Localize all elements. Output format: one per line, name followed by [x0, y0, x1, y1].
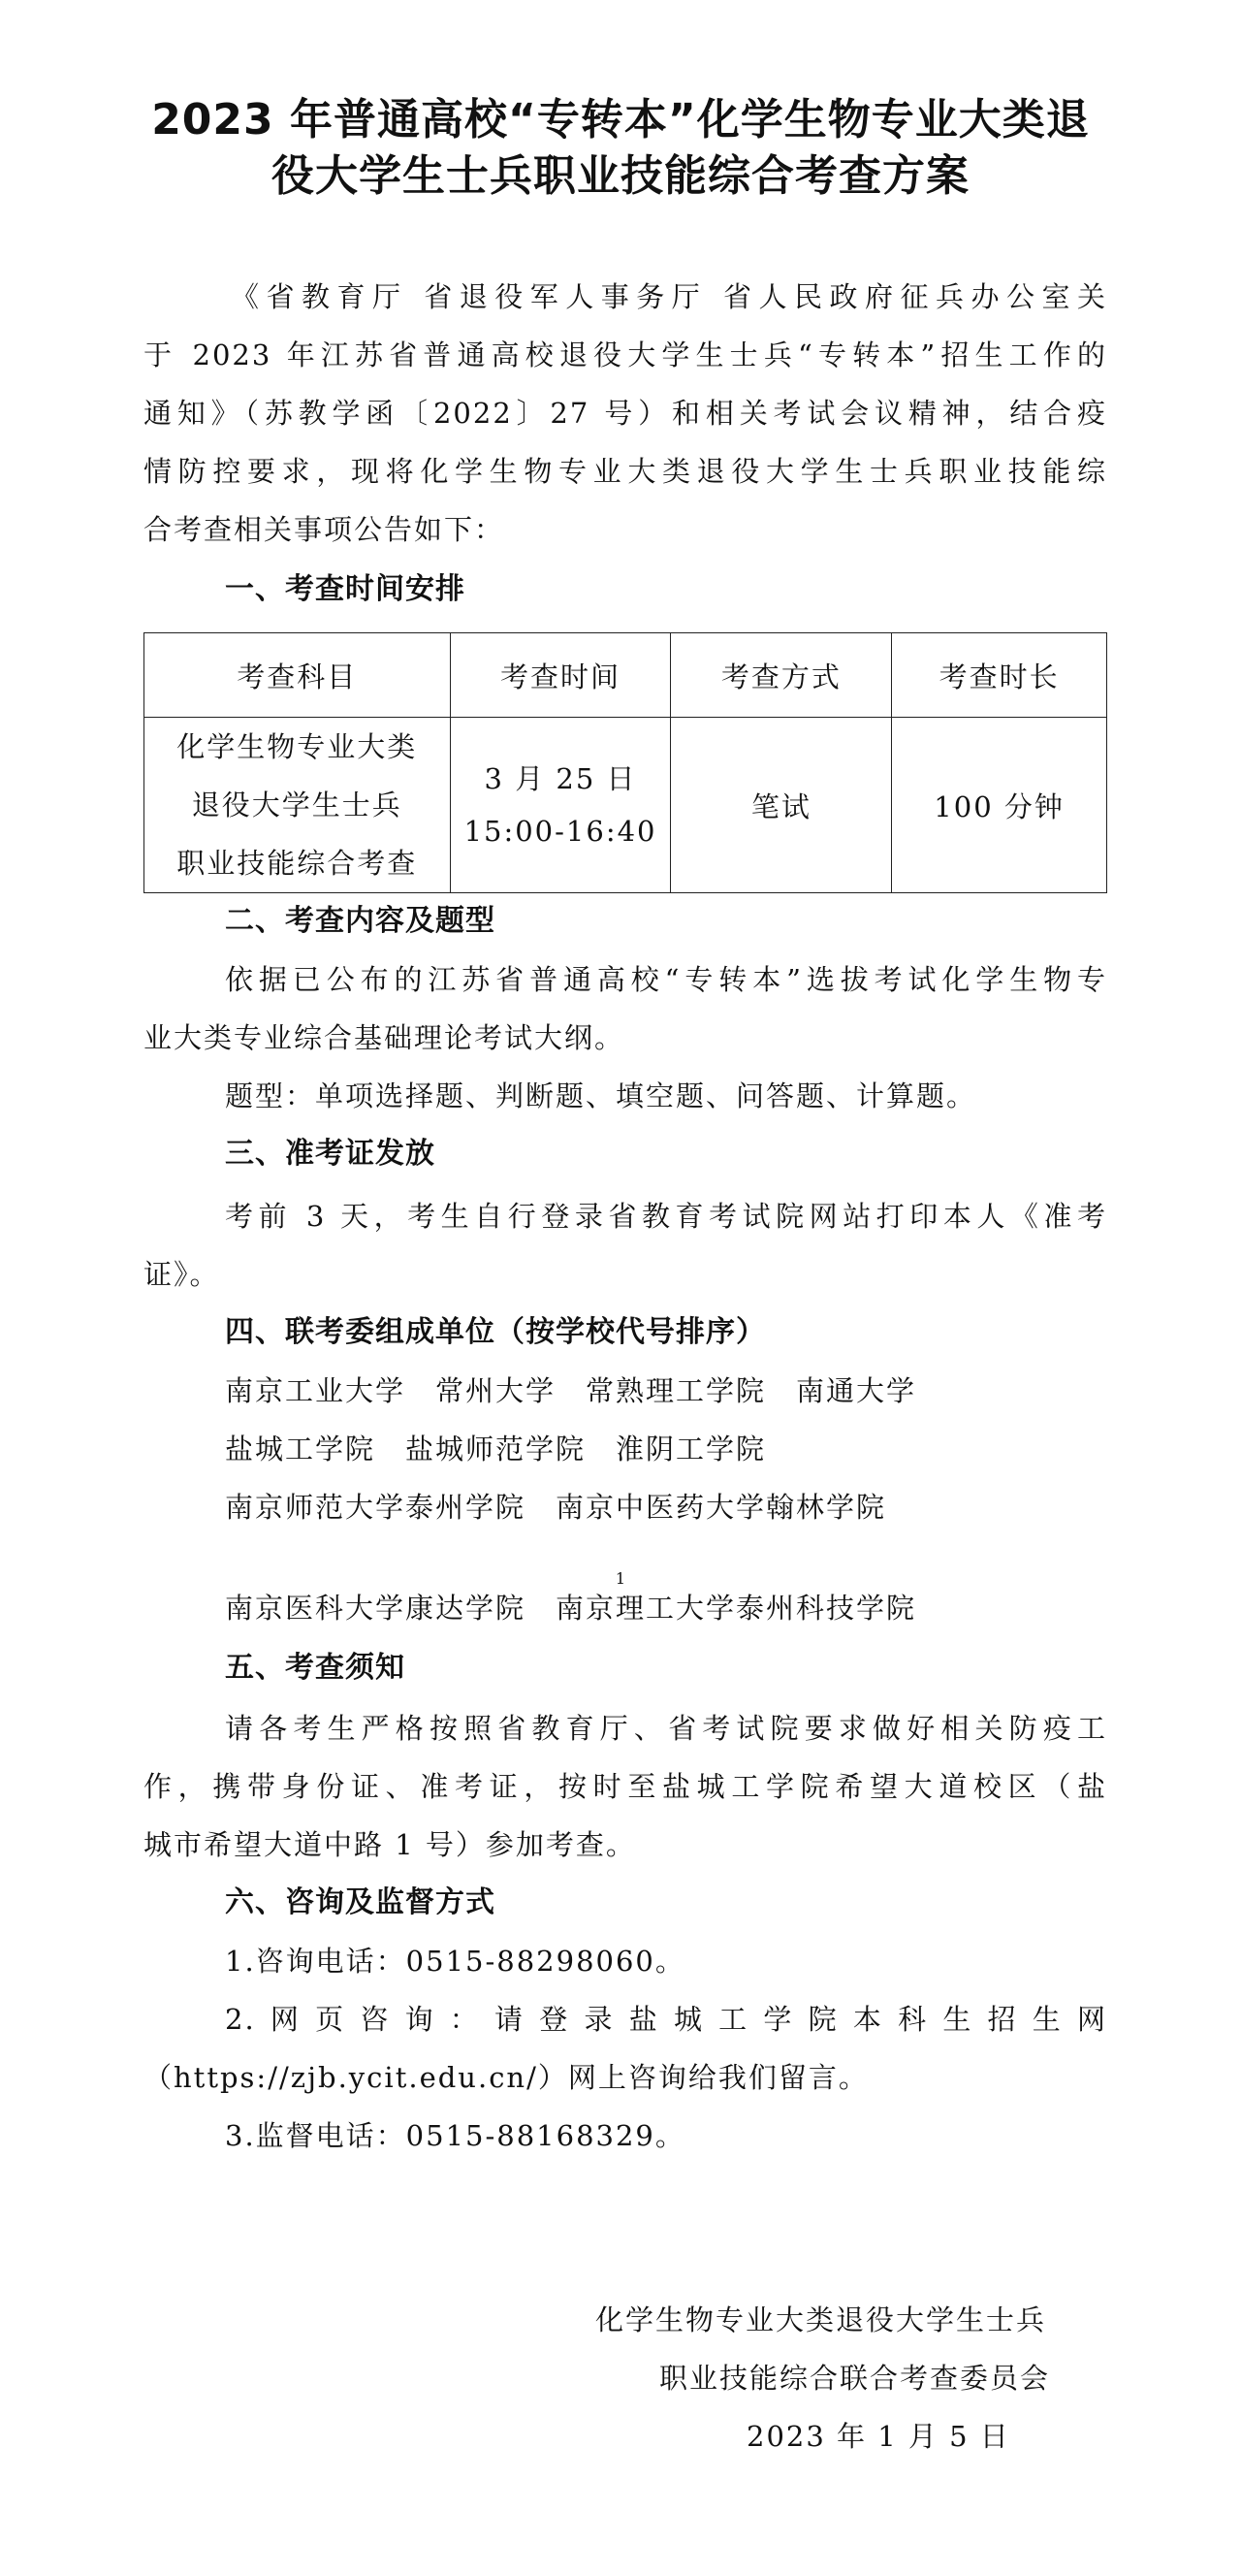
paragraph-line: 作，携带身份证、准考证，按时至盐城工学院希望大道校区（盐 [143, 1770, 1107, 1803]
intro-line: 合考查相关事项公告如下： [143, 513, 505, 546]
time-date: 3 月 25 日 [484, 762, 637, 795]
section-heading-notice: 五、考查须知 [225, 1651, 405, 1685]
table-cell-method: 笔试 [671, 718, 892, 893]
section-heading-schedule: 一、考查时间安排 [225, 572, 465, 606]
table-cell-time [450, 718, 671, 893]
school-list-line: 南京工业大学 常州大学 常熟理工学院 南通大学 [225, 1374, 917, 1407]
subject-line: 化学生物专业大类 [176, 730, 418, 763]
school-list-line: 南京医科大学康达学院 南京理工大学泰州科技学院 [225, 1592, 917, 1625]
section-heading-admission-ticket: 三、准考证发放 [225, 1137, 435, 1171]
page-number: 1 [615, 1569, 626, 1588]
document-title-line-2: 役大学生士兵职业技能综合考查方案 [271, 151, 970, 201]
subject-line: 退役大学生士兵 [191, 789, 402, 821]
section-heading-contact: 六、咨询及监督方式 [225, 1885, 495, 1919]
paragraph-line: 城市希望大道中路 1 号）参加考查。 [143, 1828, 636, 1861]
paragraph-line: 依据已公布的江苏省普通高校“专转本”选拔考试化学生物专 [225, 963, 1107, 996]
table-cell-duration: 100 分钟 [892, 718, 1107, 893]
school-list-line: 盐城工学院 盐城师范学院 淮阴工学院 [225, 1433, 767, 1465]
signature-date: 2023 年 1 月 5 日 [747, 2420, 1010, 2453]
intro-line: 于 2023 年江苏省普通高校退役大学生士兵“专转本”招生工作的 [143, 338, 1107, 371]
section-heading-member-schools: 四、联考委组成单位（按学校代号排序） [225, 1315, 766, 1349]
contact-phone: 1.咨询电话：0515-88298060。 [225, 1945, 685, 1978]
table-cell-subject [144, 718, 451, 893]
paragraph-line: 考前 3 天，考生自行登录省教育考试院网站打印本人《准考 [225, 1200, 1107, 1233]
time-range: 15:00-16:40 [463, 815, 657, 848]
school-list-line: 南京师范大学泰州学院 南京中医药大学翰林学院 [225, 1491, 887, 1524]
subject-line: 职业技能综合考查 [176, 847, 418, 880]
intro-line: 《省教育厅 省退役军人事务厅 省人民政府征兵办公室关 [231, 280, 1107, 313]
table-header-cell: 考查时长 [892, 633, 1107, 718]
section-heading-content: 二、考查内容及题型 [225, 904, 495, 938]
paragraph-line: 证》。 [143, 1258, 220, 1291]
table-header-cell: 考查方式 [671, 633, 892, 718]
supervision-phone: 3.监督电话：0515-88168329。 [225, 2119, 685, 2152]
table-header-cell: 考查科目 [144, 633, 451, 718]
table-row [144, 718, 1107, 893]
table-header-row [144, 633, 1107, 718]
contact-web: 2.网页咨询：请登录盐城工学院本科生招生网 [225, 2003, 1107, 2036]
paragraph-line: 业大类专业综合基础理论考试大纲。 [143, 1021, 625, 1054]
schedule-table [143, 632, 1107, 893]
intro-line: 通知》（苏教学函〔2022〕27 号）和相关考试会议精神，结合疫 [143, 397, 1107, 430]
intro-line: 情防控要求，现将化学生物专业大类退役大学生士兵职业技能综 [143, 455, 1107, 488]
paragraph-line: 题型：单项选择题、判断题、填空题、问答题、计算题。 [225, 1079, 977, 1112]
signature-committee-line-1: 化学生物专业大类退役大学生士兵 [595, 2303, 1047, 2336]
contact-web-url: （https://zjb.ycit.edu.cn/）网上咨询给我们留言。 [143, 2061, 869, 2094]
table-header-cell: 考查时间 [450, 633, 671, 718]
signature-committee-line-2: 职业技能综合联合考查委员会 [659, 2362, 1051, 2395]
paragraph-line: 请各考生严格按照省教育厅、省考试院要求做好相关防疫工 [225, 1712, 1107, 1745]
document-title-line-1: 2023 年普通高校“专转本”化学生物专业大类退 [151, 95, 1090, 145]
